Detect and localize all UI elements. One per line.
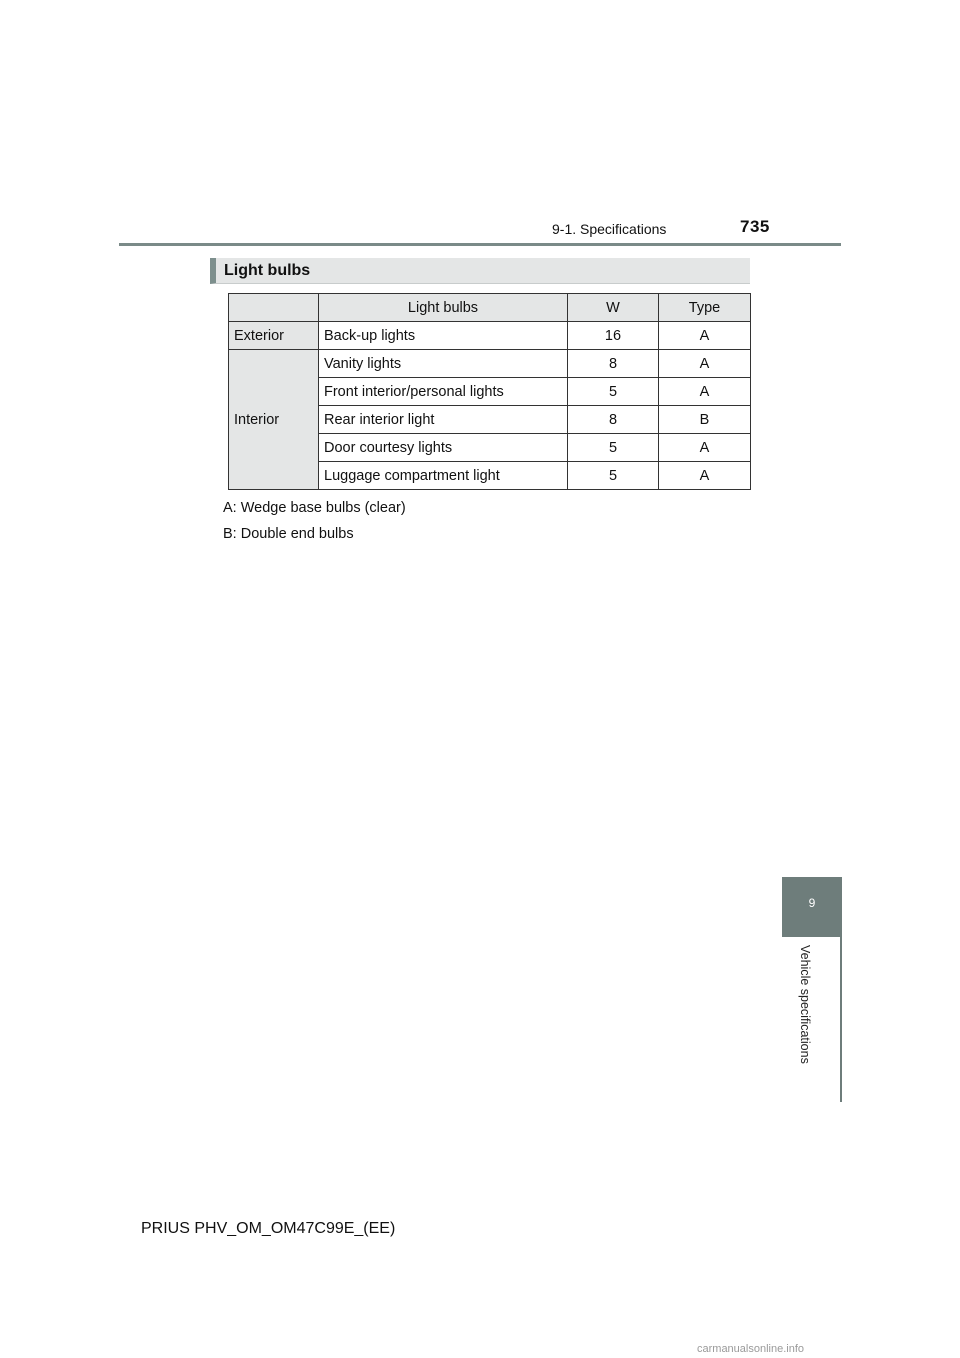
wattage-cell: 5 (568, 434, 659, 462)
header-rule (119, 243, 841, 246)
wattage-cell: 5 (568, 462, 659, 490)
type-cell: A (659, 462, 751, 490)
header-cell-light-bulbs: Light bulbs (319, 294, 568, 322)
type-cell: B (659, 406, 751, 434)
note-type-b: B: Double end bulbs (223, 526, 354, 542)
type-cell: A (659, 434, 751, 462)
bulb-name-cell: Front interior/personal lights (319, 378, 568, 406)
wattage-cell: 8 (568, 350, 659, 378)
header-section: 9-1. Specifications (552, 221, 667, 237)
footer-manual-code: PRIUS PHV_OM_OM47C99E_(EE) (141, 1220, 396, 1237)
bulb-name-cell: Door courtesy lights (319, 434, 568, 462)
table-row (229, 322, 751, 350)
chapter-tab-line (840, 937, 842, 1102)
light-bulbs-table (228, 293, 751, 490)
chapter-label: Vehicle specifications (798, 945, 812, 1064)
bulb-name-cell: Rear interior light (319, 406, 568, 434)
table-header-row (229, 294, 751, 322)
section-heading-bar (210, 258, 750, 284)
section-title: Light bulbs (224, 262, 311, 279)
header-cell-type: Type (659, 294, 751, 322)
wattage-cell: 16 (568, 322, 659, 350)
note-type-a: A: Wedge base bulbs (clear) (223, 500, 406, 516)
bulb-name-cell: Vanity lights (319, 350, 568, 378)
group-cell-interior: Interior (229, 350, 319, 490)
bulb-name-cell: Luggage compartment light (319, 462, 568, 490)
watermark: carmanualsonline.info (697, 1343, 805, 1355)
chapter-tab (782, 877, 842, 937)
type-cell: A (659, 322, 751, 350)
wattage-cell: 8 (568, 406, 659, 434)
type-cell: A (659, 378, 751, 406)
group-cell-exterior: Exterior (229, 322, 319, 350)
header-cell-w: W (568, 294, 659, 322)
wattage-cell: 5 (568, 378, 659, 406)
bulb-name-cell: Back-up lights (319, 322, 568, 350)
header-cell-empty (229, 294, 319, 322)
type-cell: A (659, 350, 751, 378)
chapter-number: 9 (808, 896, 816, 910)
page-number: 735 (740, 217, 770, 236)
table-row (229, 350, 751, 378)
